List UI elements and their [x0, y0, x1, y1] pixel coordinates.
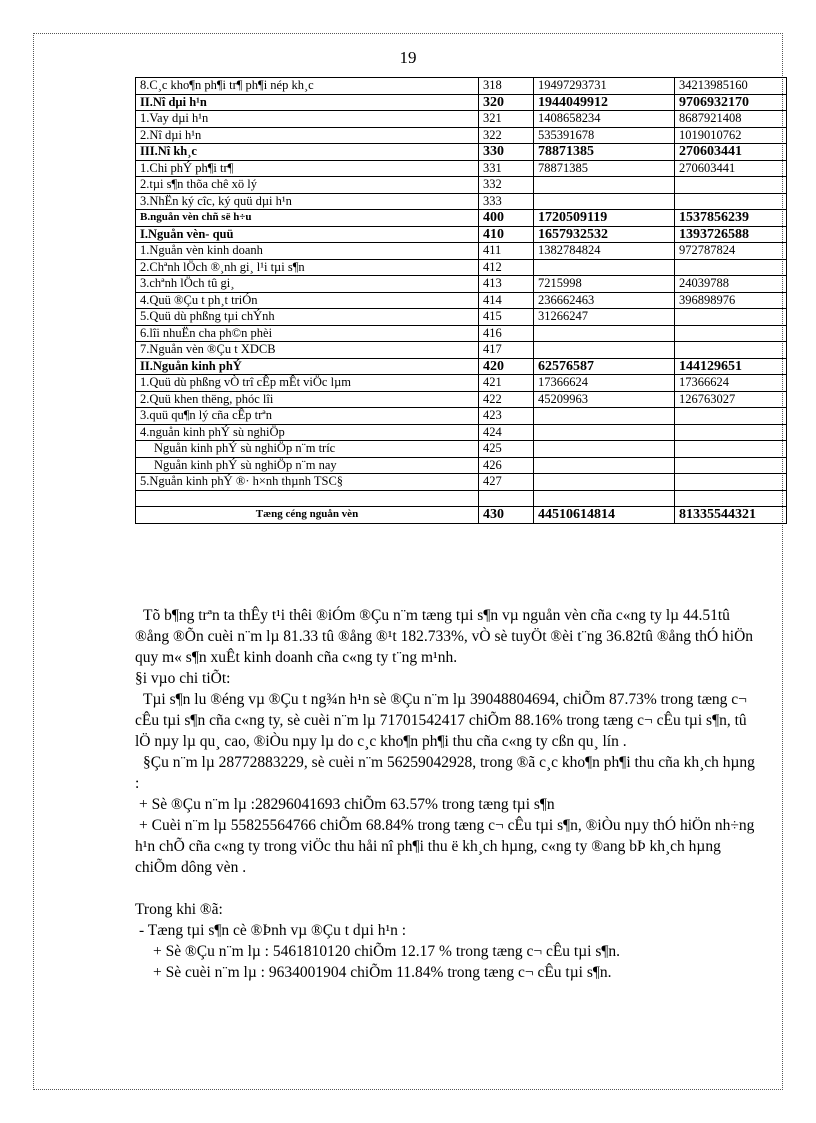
row-label-cell: 3.chªnh lÖch tû gi¸: [136, 276, 479, 293]
table-row: [136, 144, 787, 161]
table-row: [136, 226, 787, 243]
row-end-value-cell: [675, 342, 787, 359]
row-end-value-cell: 126763027: [675, 391, 787, 408]
fixed-assets-end-item: + Sè cuèi n¨m lµ : 9634001904 chiÕm 11.84% trong tæng c¬ cÊu tµi s¶n.: [153, 964, 612, 981]
row-end-value-cell: [675, 441, 787, 458]
row-start-value-cell: 62576587: [534, 358, 675, 375]
row-code-cell: 416: [479, 325, 534, 342]
row-end-value-cell: 9706932170: [675, 94, 787, 111]
row-label-cell: 8.C¸c kho¶n ph¶i tr¶ ph¶i nép kh¸c: [136, 78, 479, 95]
row-code-cell: 415: [479, 309, 534, 326]
row-start-value-cell: 78871385: [534, 144, 675, 161]
row-code-cell: 411: [479, 243, 534, 260]
table-row: [136, 309, 787, 326]
row-start-value-cell: 7215998: [534, 276, 675, 293]
fixed-assets-heading: - Tæng tµi s¶n cè ®Þnh vµ ®Çu t dµi h¹n :: [139, 922, 407, 939]
row-label-cell: 1.Nguån vèn kinh doanh: [136, 243, 479, 260]
meanwhile-heading: Trong khi ®ã:: [135, 901, 223, 918]
table-row: [136, 127, 787, 144]
row-code-cell: 333: [479, 193, 534, 210]
row-label-cell: 6.lîi nhuËn cha ph©n phèi: [136, 325, 479, 342]
summary-paragraph: Tõ b¶ng trªn ta thÊy t¹i thêi ®iÓm ®Çu n¨m tæng tµi s¶n vµ nguån vèn cña c«ng ty lµ 44.51tû ®ång ®Õn cuèi n¨m lµ 81.33 tû ®ång ®¹t 182.733%, vÒ sè tuyÖt ®èi t¨ng 36.82tû ®ång thÓ hiÖn quy m« s¶n xuÊt kinh doanh cña c«ng ty t¨ng m¹nh.: [135, 607, 754, 666]
page-number: 19: [399, 48, 417, 67]
row-code-cell: 330: [479, 144, 534, 161]
table-row: [136, 210, 787, 227]
row-end-value-cell: 1537856239: [675, 210, 787, 227]
row-label-cell: 2.tµi s¶n thõa chê xö lý: [136, 177, 479, 194]
row-label-cell: 2.Quü khen thëng, phóc lîi: [136, 391, 479, 408]
row-end-value-cell: 1393726588: [675, 226, 787, 243]
row-start-value-cell: [534, 441, 675, 458]
table-row: [136, 111, 787, 128]
table-row: [136, 441, 787, 458]
row-end-value-cell: [675, 457, 787, 474]
row-code-cell: 414: [479, 292, 534, 309]
row-start-value-cell: 45209963: [534, 391, 675, 408]
table-row: [136, 78, 787, 95]
row-start-value-cell: 1944049912: [534, 94, 675, 111]
table-row: [136, 259, 787, 276]
row-label-cell: 3.NhËn ký cîc, ký quü dµi h¹n: [136, 193, 479, 210]
row-label-cell: 7.Nguån vèn ®Çu t XDCB: [136, 342, 479, 359]
row-label-cell: Tæng céng nguån vèn: [136, 507, 479, 524]
row-start-value-cell: [534, 490, 675, 507]
row-start-value-cell: 31266247: [534, 309, 675, 326]
analysis-text: [135, 605, 755, 983]
table-row: [136, 177, 787, 194]
row-end-value-cell: 270603441: [675, 144, 787, 161]
row-end-value-cell: [675, 325, 787, 342]
row-end-value-cell: 81335544321: [675, 507, 787, 524]
row-start-value-cell: [534, 474, 675, 491]
table-row: [136, 94, 787, 111]
fixed-assets-start-item: + Sè ®Çu n¨m lµ : 5461810120 chiÕm 12.17 % trong tæng c¬ cÊu tµi s¶n.: [153, 943, 621, 960]
row-code-cell: 320: [479, 94, 534, 111]
row-start-value-cell: 44510614814: [534, 507, 675, 524]
row-code-cell: 427: [479, 474, 534, 491]
row-label-cell: 2.Chªnh lÖch ®¸nh gi¸ l¹i tµi s¶n: [136, 259, 479, 276]
table-row: [136, 457, 787, 474]
table-row: [136, 160, 787, 177]
row-end-value-cell: 17366624: [675, 375, 787, 392]
table-row: [136, 490, 787, 507]
row-code-cell: 423: [479, 408, 534, 425]
row-code-cell: 318: [479, 78, 534, 95]
table-row: [136, 325, 787, 342]
row-code-cell: 421: [479, 375, 534, 392]
row-end-value-cell: [675, 193, 787, 210]
row-label-cell: [136, 490, 479, 507]
row-label-cell: 5.Nguån kinh phÝ ®· h×nh thµnh TSC§: [136, 474, 479, 491]
row-code-cell: 417: [479, 342, 534, 359]
row-code-cell: 425: [479, 441, 534, 458]
row-code-cell: 331: [479, 160, 534, 177]
row-start-value-cell: 1408658234: [534, 111, 675, 128]
row-code-cell: 410: [479, 226, 534, 243]
row-label-cell: II.Nî dµi h¹n: [136, 94, 479, 111]
table-row: [136, 342, 787, 359]
row-start-value-cell: 1657932532: [534, 226, 675, 243]
row-label-cell: 3.quü qu¶n lý cña cÊp trªn: [136, 408, 479, 425]
row-start-value-cell: [534, 408, 675, 425]
row-end-value-cell: [675, 490, 787, 507]
row-start-value-cell: [534, 193, 675, 210]
table-row: [136, 391, 787, 408]
row-label-cell: 1.Vay dµi h¹n: [136, 111, 479, 128]
row-end-value-cell: [675, 309, 787, 326]
row-label-cell: B.nguån vèn chñ së h÷u: [136, 210, 479, 227]
row-label-cell: Nguån kinh phÝ sù nghiÖp n¨m tríc: [136, 441, 479, 458]
table-row: [136, 474, 787, 491]
table-row: [136, 375, 787, 392]
current-assets-paragraph: Tµi s¶n lu ®éng vµ ®Çu t ng¾n h¹n sè ®Çu n¨m lµ 39048804694, chiÕm 87.73% trong tæng c¬ cÊu tµi s¶n cña c«ng ty, sè cuèi n¨m lµ 71701542417 chiÕm 88.16% trong tæng c¬ cÊu tµi s¶n, tû lÖ nµy lµ qu¸ cao, ®iÒu nµy lµ do c¸c kho¶n ph¶i thu cña c«ng ty cßn qu¸ lín .: [135, 691, 747, 750]
row-label-cell: 1.Quü dù phßng vÒ trî cÊp mÊt viÖc lµm: [136, 375, 479, 392]
row-code-cell: 400: [479, 210, 534, 227]
row-end-value-cell: 972787824: [675, 243, 787, 260]
row-label-cell: I.Nguån vèn- quü: [136, 226, 479, 243]
row-end-value-cell: 1019010762: [675, 127, 787, 144]
row-code-cell: 424: [479, 424, 534, 441]
row-label-cell: 1.Chi phÝ ph¶i tr¶: [136, 160, 479, 177]
table-row: [136, 408, 787, 425]
row-label-cell: 4.nguån kinh phÝ sù nghiÖp: [136, 424, 479, 441]
receivables-start-item: + Sè ®Çu n¨m lµ :28296041693 chiÕm 63.57% trong tæng tµi s¶n: [139, 796, 555, 813]
table-row: [136, 243, 787, 260]
row-end-value-cell: 270603441: [675, 160, 787, 177]
table-row: [136, 292, 787, 309]
row-code-cell: 420: [479, 358, 534, 375]
row-label-cell: 5.Quü dù phßng tµi chÝnh: [136, 309, 479, 326]
table-row: [136, 507, 787, 524]
row-end-value-cell: 8687921408: [675, 111, 787, 128]
row-start-value-cell: 236662463: [534, 292, 675, 309]
row-label-cell: II.Nguån kinh phÝ: [136, 358, 479, 375]
row-label-cell: III.Nî kh¸c: [136, 144, 479, 161]
row-code-cell: 422: [479, 391, 534, 408]
row-start-value-cell: 1382784824: [534, 243, 675, 260]
row-end-value-cell: 24039788: [675, 276, 787, 293]
row-code-cell: 426: [479, 457, 534, 474]
table-row: [136, 424, 787, 441]
row-start-value-cell: 17366624: [534, 375, 675, 392]
row-code-cell: [479, 490, 534, 507]
table-row: [136, 358, 787, 375]
row-start-value-cell: [534, 325, 675, 342]
row-start-value-cell: 78871385: [534, 160, 675, 177]
row-start-value-cell: [534, 424, 675, 441]
row-start-value-cell: 535391678: [534, 127, 675, 144]
row-code-cell: 332: [479, 177, 534, 194]
row-end-value-cell: [675, 474, 787, 491]
row-code-cell: 413: [479, 276, 534, 293]
table-row: [136, 276, 787, 293]
row-start-value-cell: 1720509119: [534, 210, 675, 227]
row-code-cell: 412: [479, 259, 534, 276]
row-label-cell: Nguån kinh phÝ sù nghiÖp n¨m nay: [136, 457, 479, 474]
row-start-value-cell: [534, 457, 675, 474]
receivables-end-item: + Cuèi n¨m lµ 55825564766 chiÕm 68.84% trong tæng c¬ cÊu tµi s¶n, ®iÒu nµy thÓ hiÖn nh÷ng h¹n chÕ cña c«ng ty trong viÖc thu håi nî ph¶i thu ë kh¸ch hµng, c«ng ty ®ang bÞ kh¸ch hµng chiÕm dông vèn .: [135, 817, 755, 876]
row-end-value-cell: 34213985160: [675, 78, 787, 95]
row-end-value-cell: 144129651: [675, 358, 787, 375]
row-code-cell: 322: [479, 127, 534, 144]
table-row: [136, 193, 787, 210]
row-start-value-cell: 19497293731: [534, 78, 675, 95]
row-start-value-cell: [534, 259, 675, 276]
balance-sheet-table: [135, 77, 787, 524]
detail-heading: §i vµo chi tiÕt:: [135, 670, 231, 687]
row-start-value-cell: [534, 342, 675, 359]
row-code-cell: 430: [479, 507, 534, 524]
row-end-value-cell: [675, 424, 787, 441]
row-start-value-cell: [534, 177, 675, 194]
row-end-value-cell: 396898976: [675, 292, 787, 309]
receivables-paragraph: §Çu n¨m lµ 28772883229, sè cuèi n¨m 56259042928, trong ®ã c¸c kho¶n ph¶i thu cña kh¸ch hµng :: [135, 754, 755, 792]
row-label-cell: 4.Quü ®Çu t ph¸t triÓn: [136, 292, 479, 309]
row-end-value-cell: [675, 408, 787, 425]
row-end-value-cell: [675, 177, 787, 194]
row-end-value-cell: [675, 259, 787, 276]
row-code-cell: 321: [479, 111, 534, 128]
row-label-cell: 2.Nî dµi h¹n: [136, 127, 479, 144]
